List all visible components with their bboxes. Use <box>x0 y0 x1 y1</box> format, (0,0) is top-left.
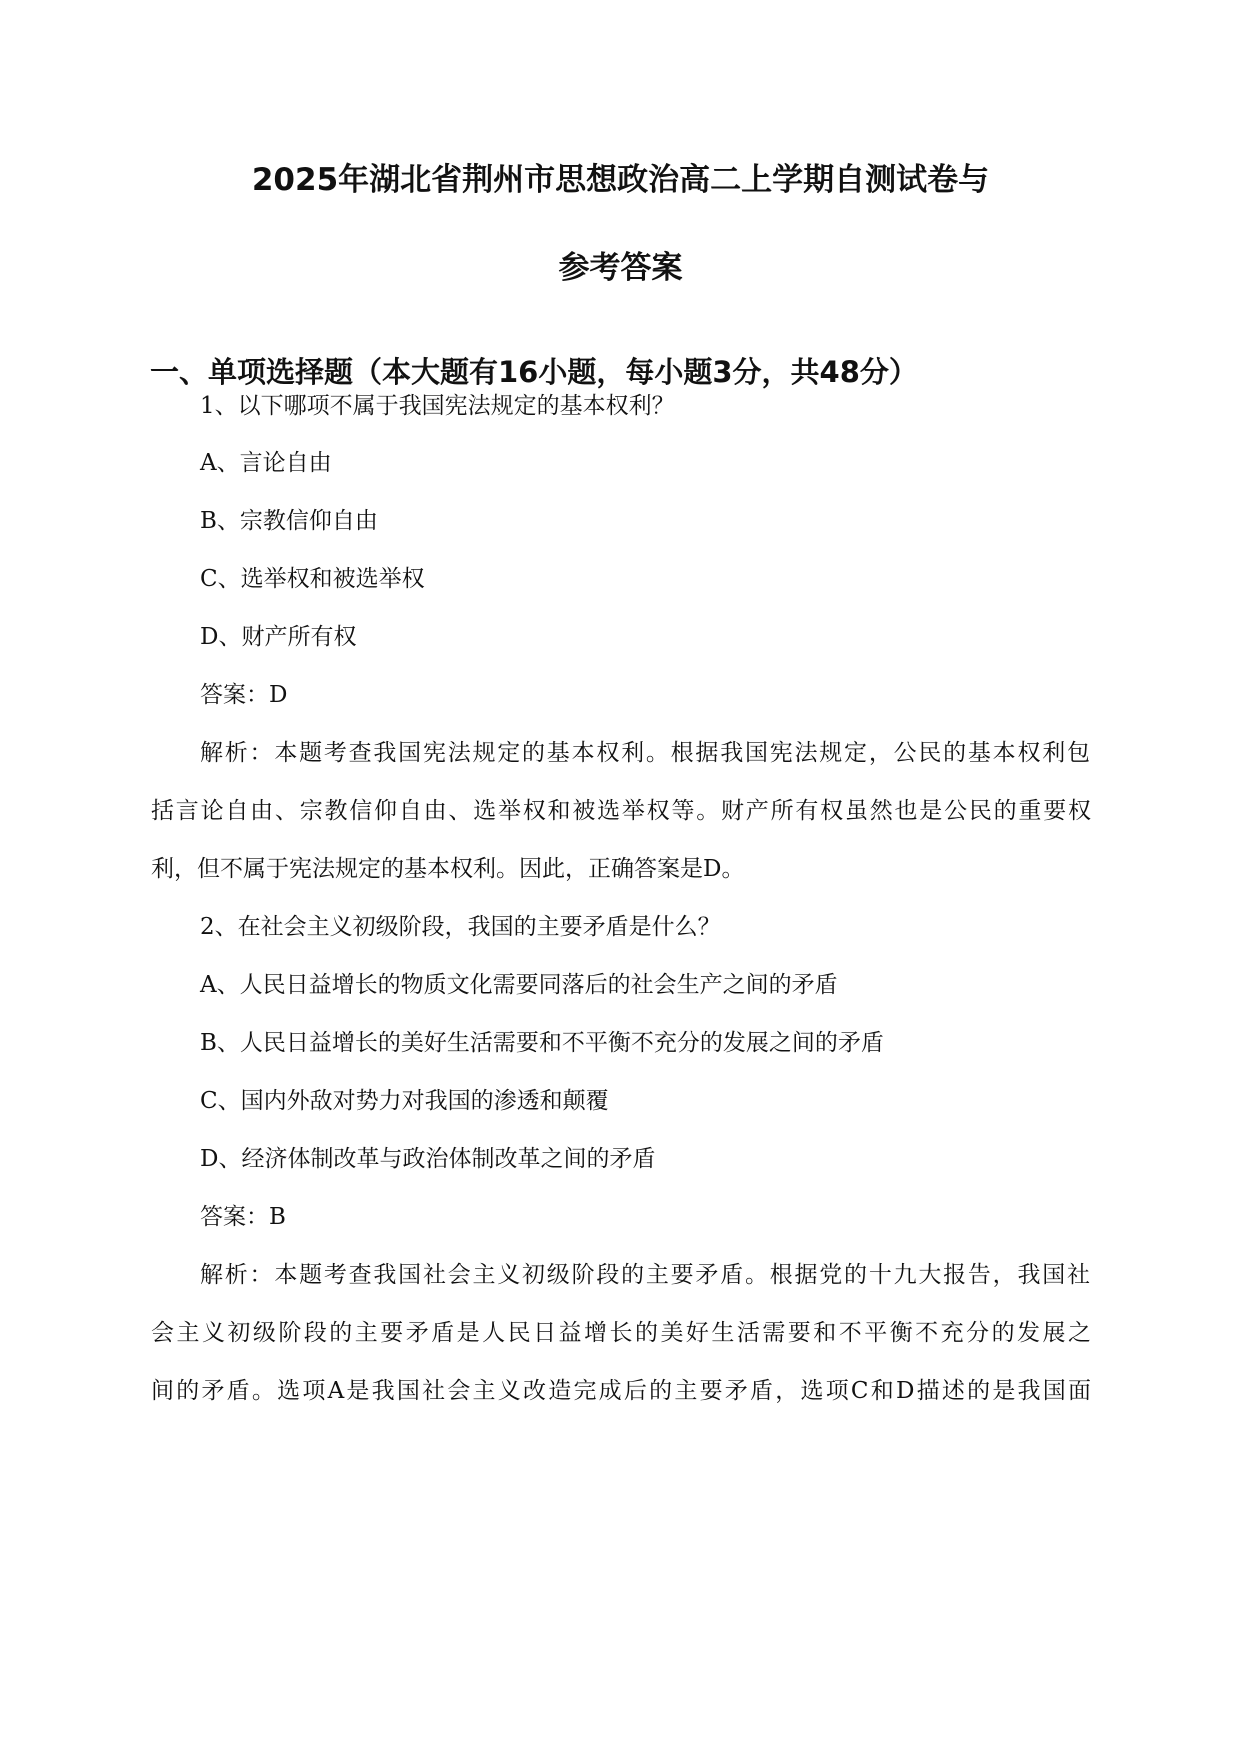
question-2-option-a: A、人民日益增长的物质文化需要同落后的社会生产之间的矛盾 <box>200 972 838 998</box>
question-1-option-d: D、财产所有权 <box>200 624 357 650</box>
question-1-analysis-line-3: 利，但不属于宪法规定的基本权利。因此，正确答案是D。 <box>151 856 745 882</box>
question-2-option-b: B、人民日益增长的美好生活需要和不平衡不充分的发展之间的矛盾 <box>200 1030 884 1056</box>
question-2-answer: 答案：B <box>200 1204 286 1230</box>
question-1-option-c: C、选举权和被选举权 <box>200 566 425 592</box>
question-1-option-b: B、宗教信仰自由 <box>200 508 378 534</box>
document-title-line-1: 2025年湖北省荆州市思想政治高二上学期自测试卷与 <box>251 162 990 198</box>
question-1-analysis-line-1: 解析：本题考查我国宪法规定的基本权利。根据我国宪法规定，公民的基本权利包 <box>200 740 1090 766</box>
question-2-stem: 2、在社会主义初级阶段，我国的主要矛盾是什么？ <box>200 914 721 940</box>
question-2-analysis-line-1: 解析：本题考查我国社会主义初级阶段的主要矛盾。根据党的十九大报告，我国社 <box>200 1262 1090 1288</box>
document-title-line-2: 参考答案 <box>558 250 683 286</box>
question-1-answer: 答案：D <box>200 682 288 708</box>
question-2-option-d: D、经济体制改革与政治体制改革之间的矛盾 <box>200 1146 656 1172</box>
question-1-analysis-line-2: 括言论自由、宗教信仰自由、选举权和被选举权等。财产所有权虽然也是公民的重要权 <box>151 798 1091 824</box>
section-heading: 一、单项选择题（本大题有16小题，每小题3分，共48分） <box>150 355 918 389</box>
question-2-analysis-line-2: 会主义初级阶段的主要矛盾是人民日益增长的美好生活需要和不平衡不充分的发展之 <box>151 1320 1091 1346</box>
question-2-analysis-line-3: 间的矛盾。选项A是我国社会主义改造完成后的主要矛盾，选项C和D描述的是我国面 <box>151 1378 1091 1404</box>
question-2-option-c: C、国内外敌对势力对我国的渗透和颠覆 <box>200 1088 609 1114</box>
question-1-stem: 1、以下哪项不属于我国宪法规定的基本权利？ <box>200 393 675 419</box>
question-1-option-a: A、言论自由 <box>200 450 332 476</box>
